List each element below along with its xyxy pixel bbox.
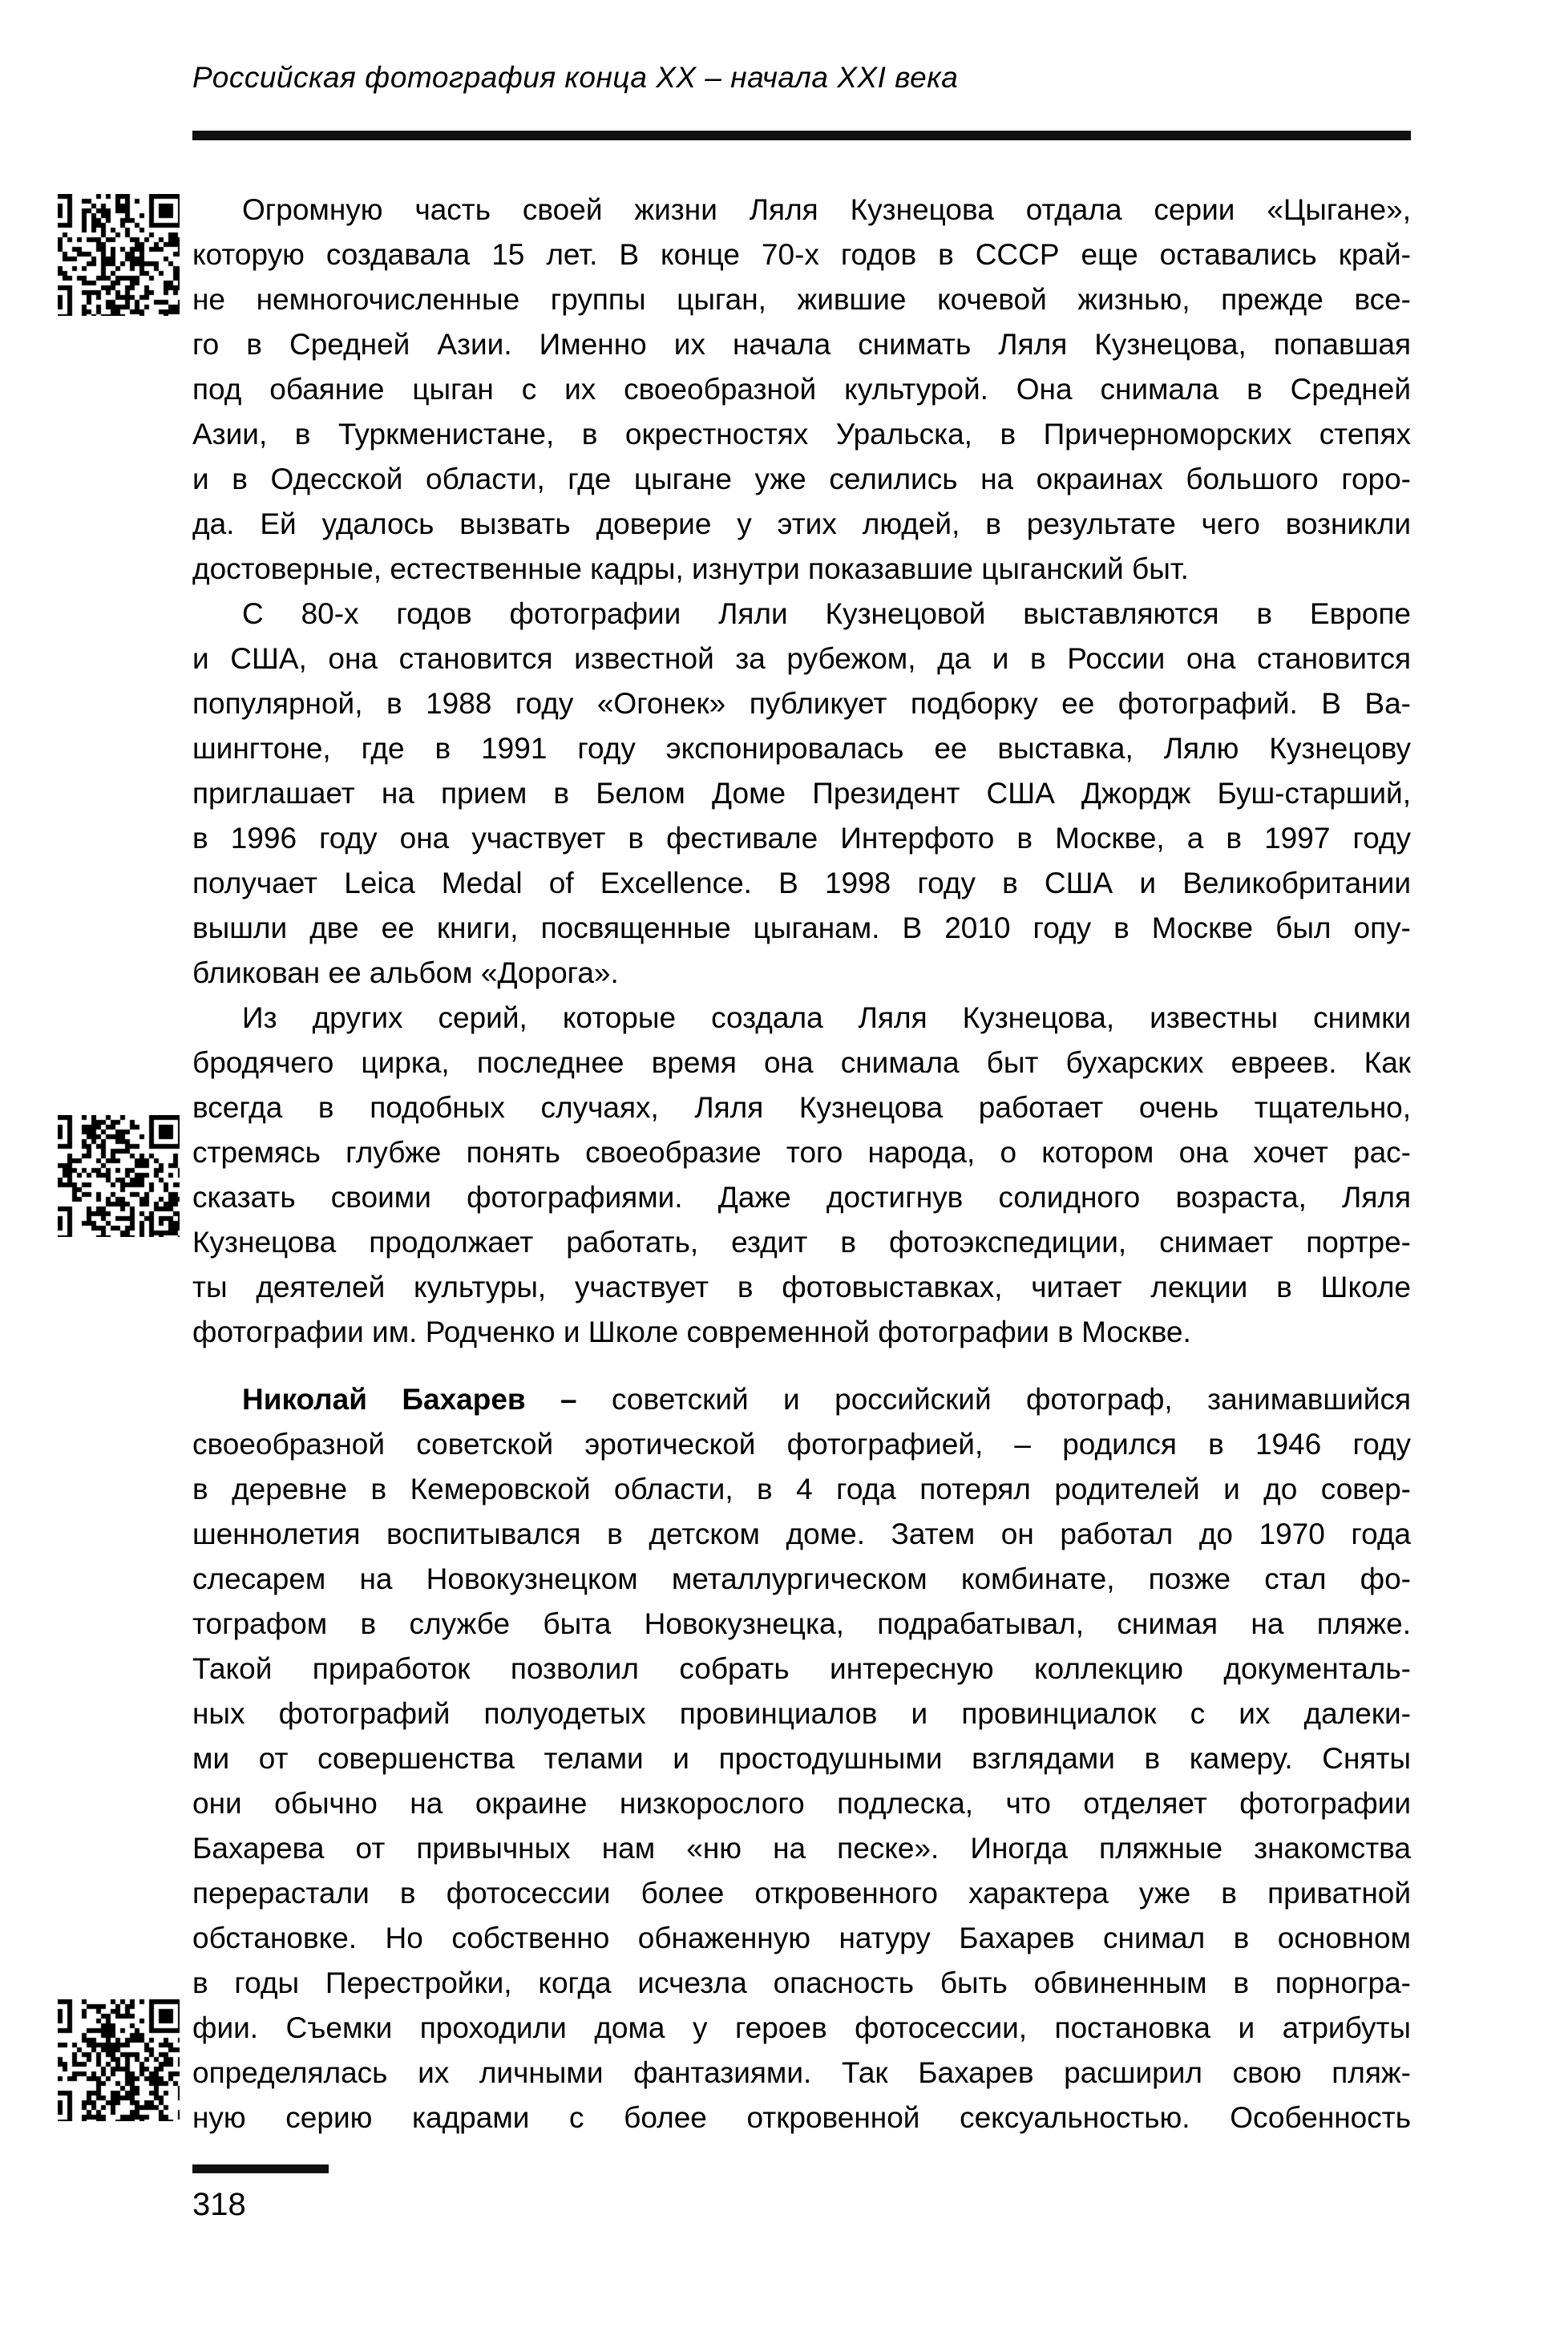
- text-line: Кузнецова продолжает работать, ездит в фотоэкспедиции, снимает портре-: [192, 1226, 1411, 1259]
- text-line: Огромную часть своей жизни Ляля Кузнецова отдала серии «Цыгане»,: [242, 193, 1411, 226]
- text-line: ных фотографий полуодетых провинциалов и провинциалок с их далеки-: [192, 1697, 1411, 1730]
- text-line: которую создавала 15 лет. В конце 70-х годов в СССР еще оставались край-: [192, 238, 1411, 271]
- text-line: Из других серий, которые создала Ляля Кузнецова, известны снимки: [242, 1001, 1411, 1034]
- text-line: Николай Бахарев – советский и российский фотограф, занимавшийся: [242, 1383, 1411, 1416]
- text-line: популярной, в 1988 году «Огонек» публикует подборку ее фотографий. В Ва-: [192, 687, 1411, 720]
- text-line: не немногочисленные группы цыган, жившие кочевой жизнью, прежде все-: [192, 283, 1411, 316]
- text-line: в деревне в Кемеровской области, в 4 года потерял родителей и до совер-: [192, 1473, 1411, 1506]
- text-line: да. Ей удалось вызвать доверие у этих людей, в результате чего возникли: [192, 507, 1411, 540]
- paragraph-bakharev: [192, 1377, 1411, 2140]
- paragraph-kuznetsova-gypsies: [192, 188, 1411, 592]
- text-line: определялась их личными фантазиями. Так Бахарев расширил свою пляж-: [192, 2056, 1411, 2089]
- qr-code-icon: [58, 1115, 180, 1237]
- text-line: шеннолетия воспитывался в детском доме. Затем он работал до 1970 года: [192, 1518, 1411, 1550]
- text-line: и США, она становится известной за рубежом, да и в России она становится: [192, 642, 1411, 675]
- text-line: Такой приработок позволил собрать интересную коллекцию документаль-: [192, 1652, 1411, 1685]
- text-line: они обычно на окраине низкорослого подлеска, что отделяет фотографии: [192, 1787, 1411, 1820]
- text-line: тографом в службе быта Новокузнецка, подрабатывал, снимая на пляже.: [192, 1607, 1411, 1640]
- text-line: получает Leica Medal of Excellence. В 1998 году в США и Великобритании: [192, 867, 1411, 899]
- text-line: стремясь глубже понять своеобразие того народа, о котором она хочет рас-: [192, 1136, 1411, 1169]
- text-line: слесарем на Новокузнецком металлургическом комбинате, позже стал фо-: [192, 1562, 1411, 1595]
- text-line: ми от совершенства телами и простодушными взглядами в камеру. Сняты: [192, 1742, 1411, 1775]
- paragraph-kuznetsova-exhibitions: [192, 592, 1411, 996]
- text-line: шингтоне, где в 1991 году экспонировалась ее выставка, Лялю Кузнецову: [192, 732, 1411, 765]
- text-line: перерастали в фотосессии более откровенного характера уже в приватной: [192, 1877, 1411, 1910]
- text-line: Бахарева от привычных нам «ню на песке». Иногда пляжные знакомства: [192, 1832, 1411, 1865]
- footer-rule: [192, 2164, 329, 2173]
- page-number: 318: [192, 2187, 246, 2222]
- page-title: Российская фотография конца XX – начала XXI века: [192, 61, 959, 94]
- text-line: в годы Перестройки, когда исчезла опасность быть обвиненным в порногра-: [192, 1966, 1411, 1999]
- text-line: го в Средней Азии. Именно их начала снимать Ляля Кузнецова, попавшая: [192, 328, 1411, 361]
- qr-code-icon: [58, 1999, 180, 2121]
- text-line: бликован ее альбом «Дорога».: [192, 956, 619, 989]
- text-line: приглашает на прием в Белом Доме Президент США Джордж Буш-старший,: [192, 777, 1411, 810]
- text-line: в 1996 году она участвует в фестивале Интерфото в Москве, а в 1997 году: [192, 822, 1411, 855]
- text-line: обстановке. Но собственно обнаженную натуру Бахарев снимал в основном: [192, 1922, 1411, 1954]
- text-line: Азии, в Туркменистане, в окрестностях Уральска, в Причерноморских степях: [192, 418, 1411, 451]
- text-line: сказать своими фотографиями. Даже достигнув солидного возраста, Ляля: [192, 1181, 1411, 1214]
- text-line: своеобразной советской эротической фотографией, – родился в 1946 году: [192, 1428, 1411, 1461]
- paragraph-kuznetsova-other-series: [192, 996, 1411, 1355]
- text-line: фии. Съемки проходили дома у героев фотосессии, постановка и атрибуты: [192, 2011, 1411, 2044]
- text-line: бродячего цирка, последнее время она снимала быт бухарских евреев. Как: [192, 1046, 1411, 1079]
- text-line: достоверные, естественные кадры, изнутри показавшие цыганский быт.: [192, 552, 1189, 585]
- bold-lead-in: Николай Бахарев –: [242, 1383, 577, 1416]
- body-text: [192, 188, 1411, 2140]
- text-line: всегда в подобных случаях, Ляля Кузнецова работает очень тщательно,: [192, 1091, 1411, 1124]
- text-line: фотографии им. Родченко и Школе современной фотографии в Москве.: [192, 1316, 1191, 1348]
- text-line: ты деятелей культуры, участвует в фотовыставках, читает лекции в Школе: [192, 1271, 1411, 1303]
- text-line: под обаяние цыган с их своеобразной культурой. Она снимала в Средней: [192, 373, 1411, 406]
- header-rule: [192, 131, 1411, 140]
- text-line: С 80-х годов фотографии Ляли Кузнецовой выставляются в Европе: [242, 597, 1411, 630]
- text-line: ную серию кадрами с более откровенной сексуальностью. Особенность: [192, 2101, 1411, 2134]
- qr-code-icon: [58, 194, 180, 316]
- text-line: вышли две ее книги, посвященные цыганам. В 2010 году в Москве был опу-: [192, 911, 1411, 944]
- text-line: и в Одесской области, где цыгане уже селились на окраинах большого горо-: [192, 463, 1411, 495]
